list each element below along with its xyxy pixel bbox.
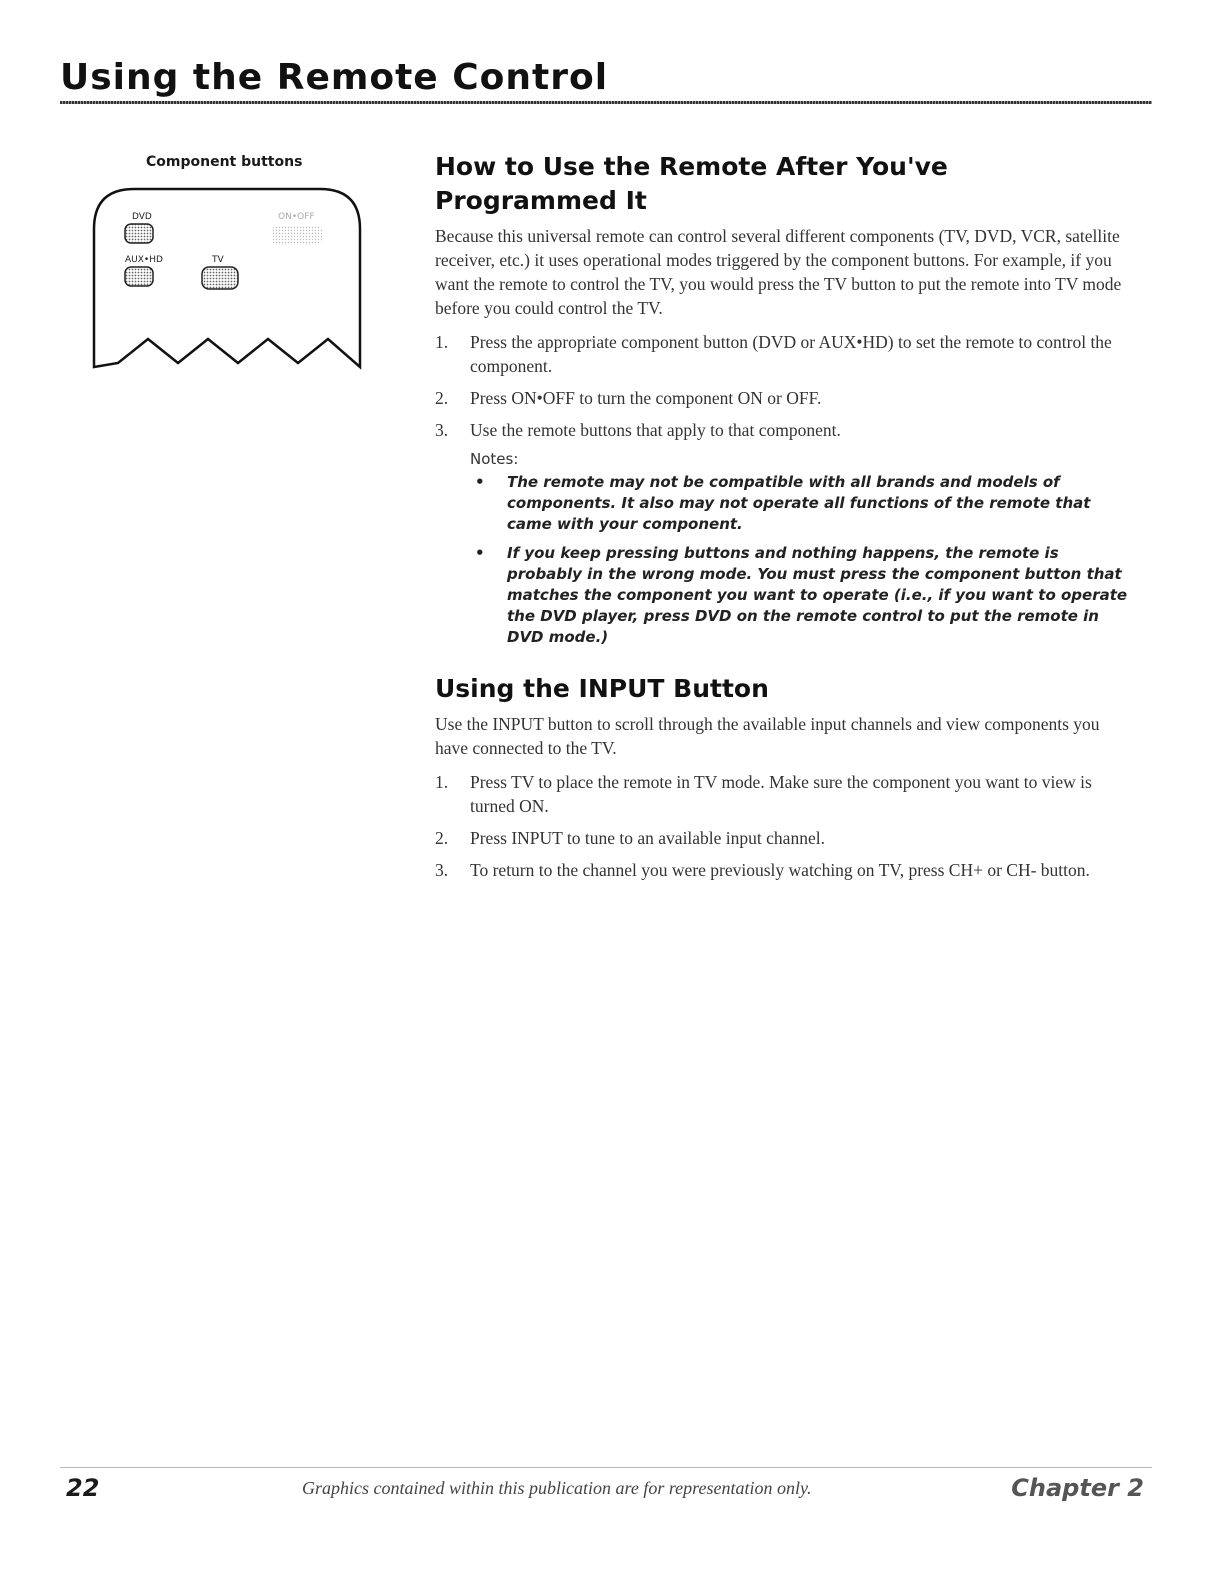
remote-illustration <box>92 187 362 372</box>
page-title: Using the Remote Control <box>60 57 609 98</box>
header-rule <box>60 101 1152 104</box>
tv-button <box>202 267 238 289</box>
steps-list <box>435 330 1135 442</box>
step-item: 1. Press the appropriate component button (DVD or AUX•HD) to set the remote to control the component. <box>435 332 1112 376</box>
notes-list <box>435 472 1135 648</box>
notes-label: Notes: <box>470 450 519 468</box>
dvd-label: DVD <box>132 212 152 222</box>
step-item: 3. Use the remote buttons that apply to that component. <box>435 420 841 440</box>
chapter-label: Chapter 2 <box>1011 1474 1144 1502</box>
section-intro: Because this universal remote can control several different components (TV, DVD, VCR, satellite receiver, etc.) it uses operational modes triggered by the component buttons. For example, if you want the remote to control the TV, you would press the TV button to put the remote into TV mode before you could control the TV. <box>435 226 1122 318</box>
step-item: 3. To return to the channel you were previously watching on TV, press CH+ or CH- button. <box>435 860 1090 880</box>
on-off-label: ON•OFF <box>278 212 315 222</box>
footer-rule <box>60 1467 1152 1468</box>
aux-hd-button <box>125 267 153 286</box>
on-off-button <box>272 225 322 245</box>
section-intro: Use the INPUT button to scroll through the available input channels and view components you have connected to the TV. <box>435 714 1100 758</box>
note-item: • If you keep pressing buttons and nothing happens, the remote is probably in the wrong mode. You must press the component button that matches the component you want to operate (i.e., if you want to operate the DVD player, press DVD on the remote control to put the remote in DVD mode.) <box>475 544 1128 646</box>
steps-list <box>435 770 1135 882</box>
section-heading: How to Use the Remote After You've Programmed It <box>435 152 948 215</box>
section-input-button <box>435 672 1135 882</box>
step-item: 1. Press TV to place the remote in TV mode. Make sure the component you want to view is turned ON. <box>435 772 1092 816</box>
dvd-button <box>125 224 153 243</box>
section-heading: Using the INPUT Button <box>435 674 769 703</box>
step-item: 2. Press ON•OFF to turn the component ON or OFF. <box>435 388 822 408</box>
tv-label: TV <box>212 255 224 265</box>
aux-hd-label: AUX•HD <box>125 255 163 265</box>
page-header <box>60 56 1152 100</box>
page-number: 22 <box>66 1474 100 1502</box>
footer-note: Graphics contained within this publication are for representation only. <box>302 1478 812 1498</box>
section-after-programming <box>435 150 1135 648</box>
main-content <box>435 150 1135 890</box>
step-item: 2. Press INPUT to tune to an available input channel. <box>435 828 825 848</box>
figure-caption: Component buttons <box>146 154 303 170</box>
note-item: • The remote may not be compatible with all brands and models of components. It also may not operate all functions of the remote that came with your component. <box>475 473 1091 533</box>
